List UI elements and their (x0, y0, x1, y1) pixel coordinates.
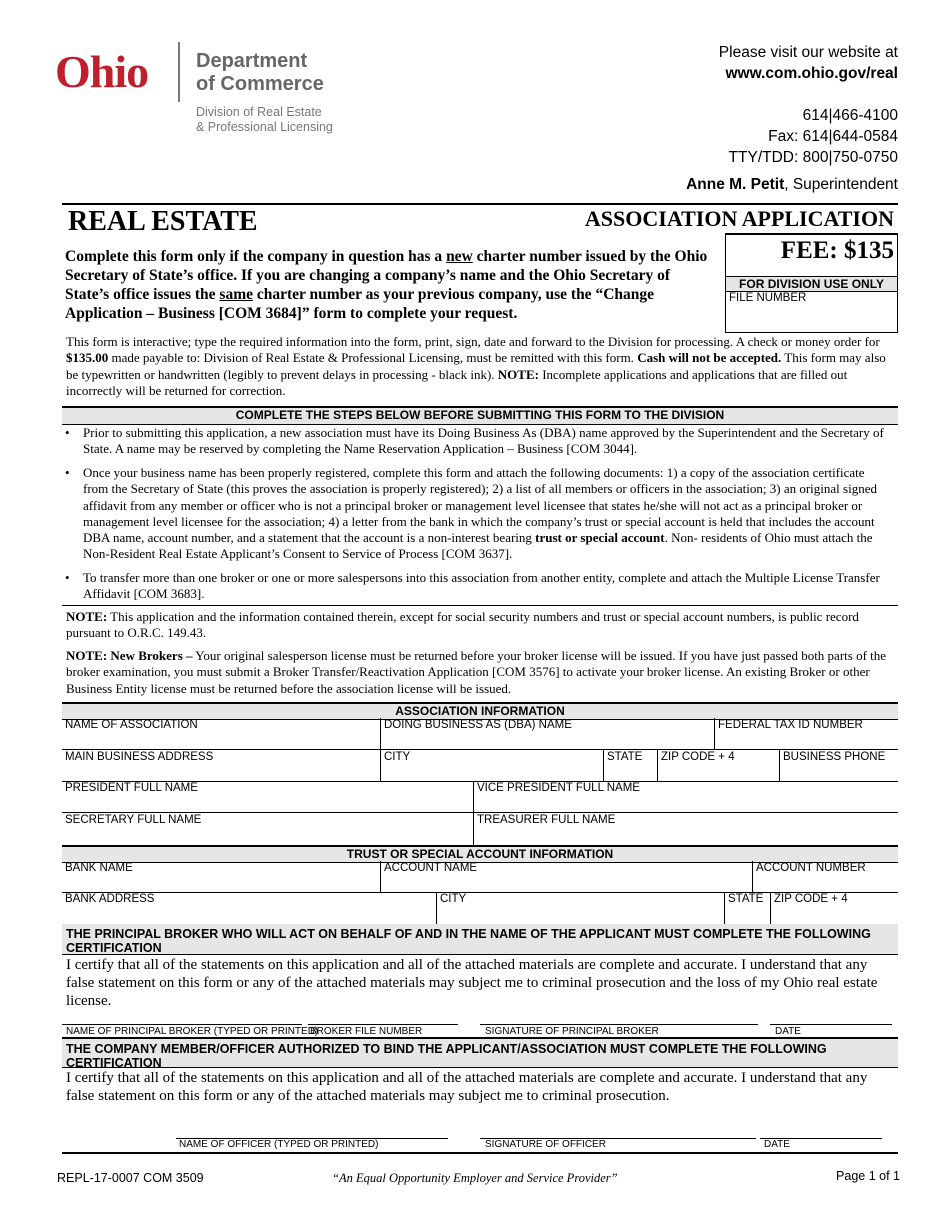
superintendent-title: , Superintendent (784, 176, 898, 193)
bank-state-input[interactable] (725, 907, 769, 922)
notes-rule (62, 605, 898, 606)
bank-state-label: STATE (728, 893, 764, 905)
broker-date-input[interactable] (770, 1006, 892, 1024)
bank-city-input[interactable] (437, 907, 723, 922)
secretary-name-label: SECRETARY FULL NAME (65, 814, 202, 826)
row-rule (62, 892, 898, 893)
broker-certification-heading: THE PRINCIPAL BROKER WHO WILL ACT ON BEHALF OF AND IN THE NAME OF THE APPLICANT MUST COMPLETE THE FOLLOWING CERTIFICATION (62, 924, 898, 955)
title-real-estate: REAL ESTATE (68, 206, 258, 237)
federal-tax-id-label: FEDERAL TAX ID NUMBER (718, 719, 863, 731)
vice-president-name-label: VICE PRESIDENT FULL NAME (477, 782, 640, 794)
file-number-label: FILE NUMBER (729, 292, 807, 304)
fee-box (725, 234, 898, 333)
account-name-label: ACCOUNT NAME (384, 862, 478, 874)
superintendent (578, 174, 898, 195)
city-label: CITY (384, 751, 411, 763)
business-phone-input[interactable] (780, 765, 898, 780)
row-rule (62, 812, 898, 813)
footer-rule (62, 1152, 898, 1154)
website-prefix: Please visit our website at (718, 44, 898, 61)
bank-address-label: BANK ADDRESS (65, 893, 155, 905)
form-id: REPL-17-0007 COM 3509 (57, 1171, 204, 1185)
steps-heading: COMPLETE THE STEPS BELOW BEFORE SUBMITTING THIS FORM TO THE DIVISION (62, 406, 898, 425)
dba-name-input[interactable] (381, 733, 713, 748)
city-input[interactable] (381, 765, 602, 780)
federal-tax-id-input[interactable] (715, 733, 898, 748)
step-bullet-2: • Once your business name has been properly registered, complete this form and attach the following documents: 1) a copy of the association certificate from the Secretary of State (this proves the association is properly registered); 2) a list of all members or officers in the association; 3) an original signed affidavit from any member or officer who is not a principal broker or management level licensee that states he/she will not act as a principal broker or management level licensee for the association; 4) a letter from the bank in which the company’s trust or special account is held that includes the account DBA name, account number, and a statement that the account is a non-interest bearing trust or special account. Non- residents of Ohio must attach the Non-Resident Real Estate Applicant’s Consent to Service of Process [COM 3637]. (65, 465, 877, 562)
logo-dept-line1: Department (196, 50, 308, 72)
signature-line (308, 1024, 458, 1025)
instructions-paragraph: This form is interactive; type the required information into the form, print, sign, date and forward to the Division for processing. A check or money order for $135.00 made payable to: Division of Real Estate & Professional Licensing, must be remitted with this form. Cash will not be accepted. This form may also be typewritten or handwritten (legibly to prevent delays in processing - black ink). NOTE: Incomplete applications and applications that are filled out incorrectly will be returned for correction. (66, 334, 886, 398)
secretary-name-input[interactable] (62, 828, 472, 843)
vice-president-name-input[interactable] (474, 796, 898, 811)
bank-name-label: BANK NAME (65, 862, 133, 874)
logo-division-line1: Division of Real Estate (196, 105, 322, 119)
broker-certification-text: I certify that all of the statements on this application and all of the attached materials are complete and accurate. I understand that any false statement on this form or any of the attached materials may subject me to criminal prosecution and the loss of my Ohio real estate license. (66, 957, 878, 1009)
division-use-heading: FOR DIVISION USE ONLY (726, 276, 897, 292)
main-business-address-input[interactable] (62, 765, 379, 780)
association-heading: ASSOCIATION INFORMATION (62, 702, 898, 720)
ohio-logo (55, 44, 345, 144)
account-number-input[interactable] (753, 876, 898, 891)
officer-certification-heading: THE COMPANY MEMBER/OFFICER AUTHORIZED TO BIND THE APPLICANT/ASSOCIATION MUST COMPLETE THE FOLLOWING CERTIFICATION (62, 1037, 898, 1068)
website-url[interactable]: www.com.ohio.gov/real (725, 65, 898, 82)
fee-amount: FEE: $135 (780, 237, 894, 264)
zip-code-label: ZIP CODE + 4 (661, 751, 735, 763)
intro-bold-text: Complete this form only if the company in question has a new charter number issued by the Ohio Secretary of State’s office. If you are changing a company’s name and the Ohio Secretary of State’s office issues the same charter number as your previous company, use the “Change Application – Business [COM 3684]” form to complete your request. (65, 248, 708, 322)
bank-address-input[interactable] (62, 907, 435, 922)
account-name-input[interactable] (381, 876, 751, 891)
broker-signature-input[interactable] (480, 1006, 758, 1024)
zip-code-input[interactable] (658, 765, 778, 780)
logo-dept-line2: of Commerce (196, 73, 324, 95)
bank-zip-label: ZIP CODE + 4 (774, 893, 848, 905)
association-name-input[interactable] (62, 733, 379, 748)
fax-number: Fax: 614|644-0584 (768, 128, 898, 145)
bank-name-input[interactable] (62, 876, 379, 891)
equal-opportunity-motto: “An Equal Opportunity Employer and Service Provider” (332, 1171, 618, 1185)
main-business-address-label: MAIN BUSINESS ADDRESS (65, 751, 214, 763)
broker-signature-label: SIGNATURE OF PRINCIPAL BROKER (485, 1026, 659, 1037)
treasurer-name-input[interactable] (474, 828, 898, 843)
officer-date-label: DATE (764, 1139, 790, 1150)
account-number-label: ACCOUNT NUMBER (756, 862, 866, 874)
signature-line (62, 1024, 302, 1025)
signature-line (770, 1024, 892, 1025)
treasurer-name-label: TREASURER FULL NAME (477, 814, 616, 826)
broker-name-label: NAME OF PRINCIPAL BROKER (TYPED OR PRINTED) (66, 1026, 319, 1037)
contact-block (578, 42, 898, 195)
page-number: Page 1 of 1 (836, 1169, 900, 1183)
signature-line (480, 1024, 758, 1025)
trust-account-heading: TRUST OR SPECIAL ACCOUNT INFORMATION (62, 845, 898, 863)
row-rule (62, 749, 898, 750)
note-public-record: NOTE: This application and the information contained therein, except for social security numbers and trust or special account numbers, is public record pursuant to O.R.C. 149.43. (66, 609, 859, 641)
logo-brand: Ohio (55, 46, 149, 97)
bank-city-label: CITY (440, 893, 467, 905)
officer-date-input[interactable] (760, 1118, 882, 1138)
note-new-brokers: NOTE: New Brokers – Your original salesperson license must be returned before your broker license will be issued. If you have just passed both parts of the broker examination, you must submit a Broker Transfer/Reactivation Application [COM 3576] to activate your broker license. An existing Broker or other Business Entity license must be returned before the association license will be issued. (66, 648, 887, 696)
officer-signature-label: SIGNATURE OF OFFICER (485, 1139, 606, 1150)
broker-file-number-input[interactable] (308, 1006, 458, 1024)
business-phone-label: BUSINESS PHONE (783, 751, 886, 763)
step-bullet-1: • Prior to submitting this application, a new association must have its Doing Business As (DBA) name approved by the Superintendent and the Secretary of State. A name may be reserved by completing the Name Reservation Application – Business [COM 3044]. (65, 425, 884, 457)
phone-number: 614|466-4100 (802, 107, 898, 124)
state-input[interactable] (604, 765, 656, 780)
name-of-association-label: NAME OF ASSOCIATION (65, 719, 198, 731)
officer-certification-text: I certify that all of the statements on this application and all of the attached materials are complete and accurate. I understand that any false statement on this form or any of the attached materials may subject me to criminal prosecution. (66, 1070, 868, 1104)
broker-name-input[interactable] (62, 1006, 302, 1024)
president-name-input[interactable] (62, 796, 472, 811)
step-bullet-3: • To transfer more than one broker or one or more salespersons into this association from another entity, complete and attach the Multiple License Transfer Affidavit [COM 3683]. (65, 570, 880, 602)
tty-number: TTY/TDD: 800|750-0750 (728, 149, 898, 166)
dba-name-label: DOING BUSINESS AS (DBA) NAME (384, 719, 572, 731)
superintendent-name: Anne M. Petit (686, 176, 785, 193)
broker-file-number-label: BROKER FILE NUMBER (310, 1026, 423, 1037)
logo-division-line2: & Professional Licensing (196, 120, 333, 134)
officer-name-input[interactable] (176, 1118, 448, 1138)
bank-zip-input[interactable] (771, 907, 898, 922)
president-name-label: PRESIDENT FULL NAME (65, 782, 198, 794)
state-label: STATE (607, 751, 643, 763)
officer-signature-input[interactable] (480, 1118, 756, 1138)
title-association-application: ASSOCIATION APPLICATION (584, 206, 894, 231)
officer-name-label: NAME OF OFFICER (TYPED OR PRINTED) (179, 1139, 379, 1150)
logo-divider (178, 42, 180, 102)
broker-date-label: DATE (775, 1026, 801, 1037)
